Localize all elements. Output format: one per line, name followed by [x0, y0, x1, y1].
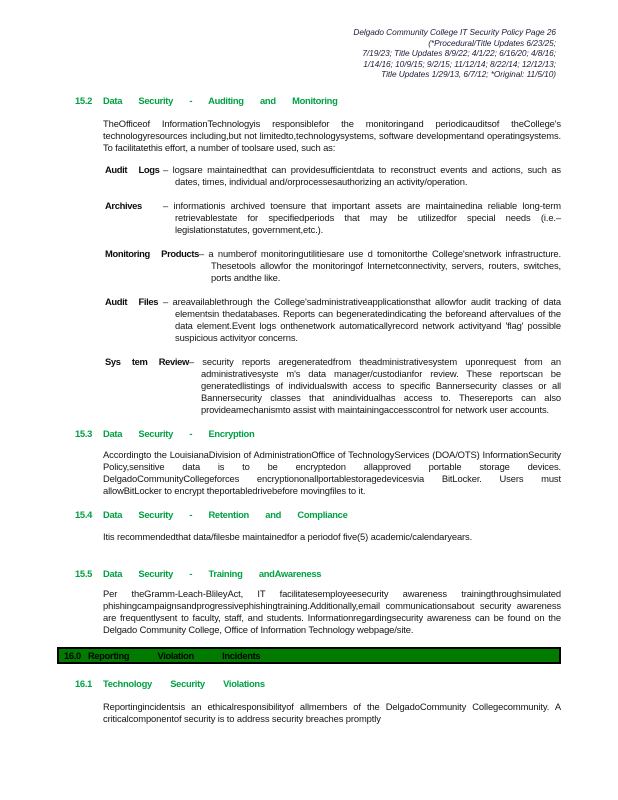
section-number: 16.1 — [75, 678, 93, 689]
section-heading-15-4 — [75, 509, 561, 521]
term-description: – informationis archived toensure that important assets are maintainedina reliable long-term retrievablestate for specifiedperiods that may be utilizedfor special needs (i.e.– legislationstatutes, government,etc.). — [163, 200, 561, 235]
section-16-1-paragraph: Reportingincidentsis an ethicalresponsibilityof allmembers of the DelgadoCommunity Collegecommunity. A criticalcomponentof security is to address security breaches promptly — [103, 701, 561, 724]
section-number: 15.4 — [75, 509, 93, 520]
list-item-archives — [105, 200, 561, 236]
term-description: – logsare maintainedthat can providesufficientdata to reconstruct events and actions, such as dates, times, individual and/orprocessesauthorizing an activity/operation. — [163, 164, 561, 187]
header-updates-line-1: (*Procedural/Title Updates 6/23/25; — [428, 37, 556, 48]
section-number: 15.2 — [75, 95, 93, 106]
term-label: Monitoring Products — [105, 248, 200, 259]
list-item-audit-logs — [105, 164, 561, 188]
section-15-5-paragraph: Per theGramm-Leach-BlileyAct, IT facilitatesemployeesecurity awareness trainingthroughsimulated phishingcampaignsandprogressivephishingtraining.Additionally,email communicationsabout security awareness are frequentlysent to faculty, staff, and students. Informationregardingsecurity awareness can be found on the Delgado Community College, Office of Information Technology webpage/site. — [103, 588, 561, 635]
header-updates-line-2: 7/19/23; Title Updates 8/9/22; 4/1/22; 6/16/20; 4/8/16; — [362, 48, 556, 59]
term-label: Archives — [105, 200, 142, 211]
section-heading-15-3 — [75, 428, 561, 440]
header-updates-line-3: 1/14/16; 10/9/15; 9/2/15; 11/12/14; 8/22/14; 12/12/13; — [363, 58, 556, 69]
section-heading-15-2 — [75, 95, 561, 107]
section-heading-15-5 — [75, 568, 561, 580]
document-body — [64, 92, 561, 725]
term-description: – areavailablethrough the College'sadministrativeapplicationsthat allowfor audit tracking of data elementsin thedatabases. Reports can begeneratedindicating the beforeand aftervalues of the data element.Event logs onthenetwork automaticallyrecord network activityand 'flag' possible suspicious activityor concerns. — [163, 296, 561, 343]
section-title: Data Security - Auditing and Monitoring — [103, 95, 338, 106]
header-updates-line-4: Title Updates 1/29/13, 6/7/12; *Original: 11/5/10) — [381, 69, 556, 80]
list-item-system-review — [105, 356, 561, 416]
section-title: Data Security - Training andAwareness — [103, 568, 322, 579]
section-title: Technology Security Violations — [103, 678, 265, 689]
page-header — [196, 27, 556, 80]
section-bar-16-0 — [57, 647, 561, 664]
section-15-3-paragraph: Accordingto the LouisianaDivision of AdministrationOffice of TechnologyServices (DOA/OTS) InformationSecurity Policy,sensitive data is to be encryptedon allapproved portable storage devices. DelgadoCommunityCollegeforces encryptiononallportablestoragedevicesvia BitLocker. Users must allowBitLocker to encrypt theportabledrivebefore movingfiles to it. — [103, 449, 561, 496]
term-label: Audit Files — [105, 296, 159, 307]
section-15-4-paragraph: Itis recommendedthat data/filesbe maintainedfor a periodof five(5) academic/calendaryears. — [103, 531, 473, 542]
section-heading-16-1 — [75, 678, 561, 690]
section-number: 15.5 — [75, 568, 93, 579]
section-number: 15.3 — [75, 428, 93, 439]
term-label: Sys tem Review — [105, 356, 189, 367]
term-description: – security reports aregeneratedfrom theadministrativesystem uponrequest from an administrativesyste m's data manager/custodianfor review. These reportscan be generatedlistings of individualswith access to specific Bannersecurity classes or all Bannersecurity classes that anindividualhas access to. Thesereports can also provideamechanismto assist with maintainingaccesscontrol for network user accounts. — [188, 356, 561, 415]
list-item-audit-files — [105, 296, 561, 344]
section-title: Data Security - Encryption — [103, 428, 255, 439]
section-title: Reporting Violation Incidents — [88, 650, 261, 661]
section-number: 16.0 — [64, 650, 81, 661]
list-item-monitoring-products — [105, 248, 561, 284]
term-label: Audit Logs — [105, 164, 160, 175]
audit-tools-list — [105, 164, 561, 416]
header-title-line: Delgado Community College IT Security Policy Page 26 — [353, 27, 556, 37]
term-description: – a numberof monitoringutilitiesare use d tomonitorthe College'snetwork infrastructure. Thesetools allowfor the monitoringof Internetconnectivity, servers, routers, switches, ports andthe like. — [199, 248, 561, 283]
section-title: Data Security - Retention and Compliance — [103, 509, 348, 520]
section-15-2-paragraph: TheOfficeof InformationTechnologyis responsiblefor the monitoringand periodicauditsof theCollege's technologyresources including,but not limitedto,technologysystems, software developmentand operatingsystems. To facilitatethis effort, a number of toolsare used, such as: — [103, 118, 561, 153]
